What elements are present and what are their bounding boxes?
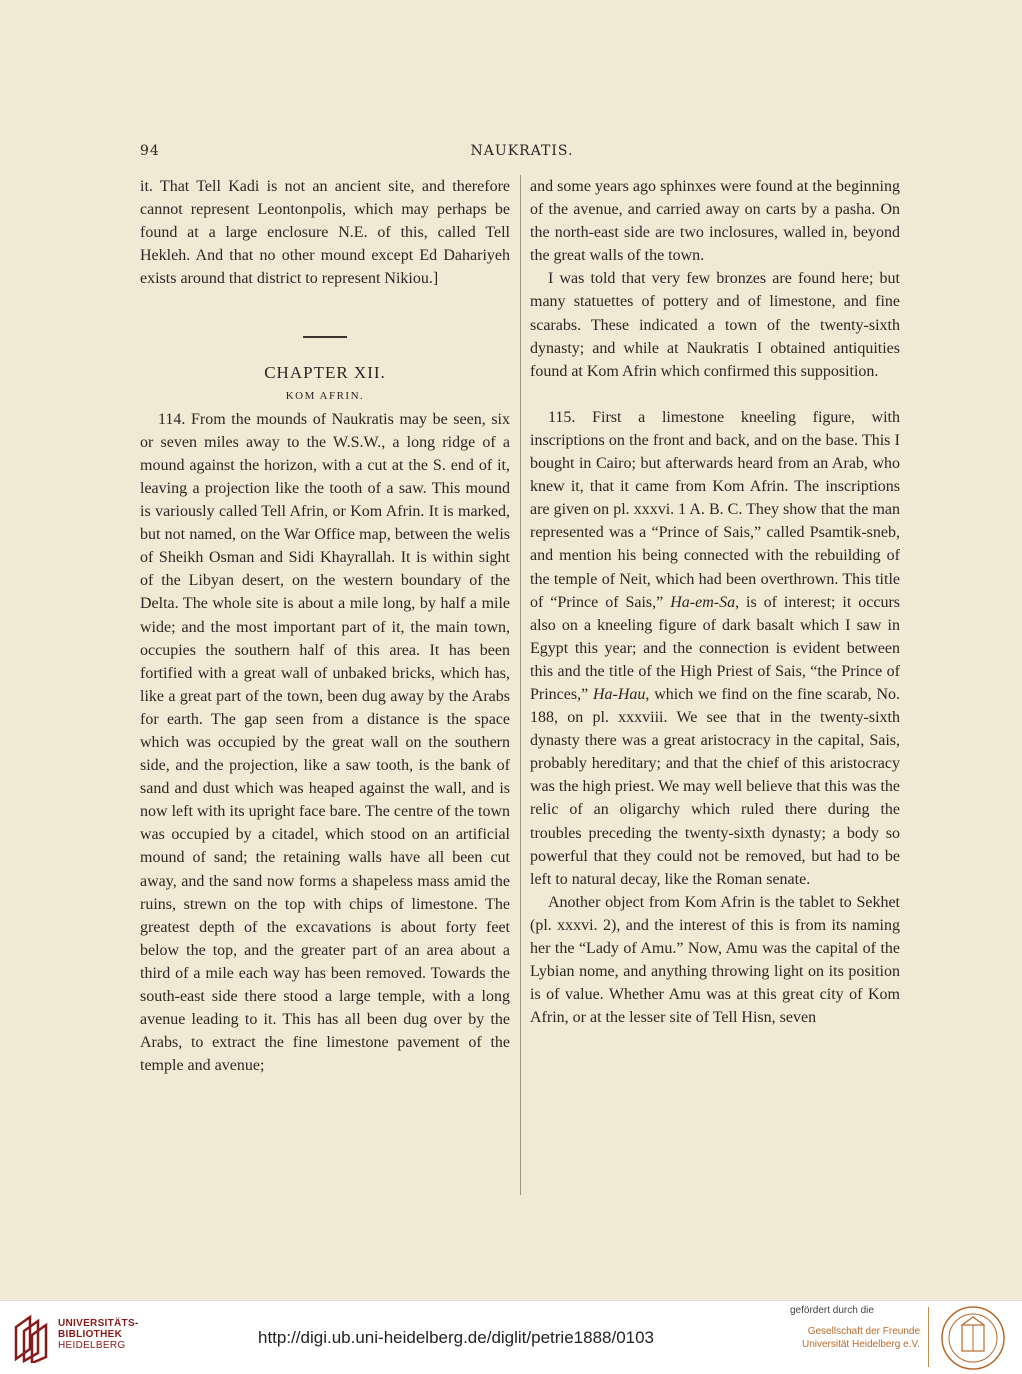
p115-text-b: , is of interest; it occurs also on a kneeling figure of dark basalt which I saw in Egypt this year; and the connection is evident between this and the title of the High Priest of Sais, “the Prince of Princes,”: [530, 593, 901, 703]
library-line2: BIBLIOTHEK: [58, 1329, 123, 1340]
society-line1: Gesellschaft der Freunde: [807, 1326, 920, 1337]
university-seal-icon: [940, 1305, 1006, 1371]
chapter-rule: [303, 336, 347, 338]
chapter-title: CHAPTER XII.: [264, 363, 386, 383]
permalink-url[interactable]: http://digi.ub.uni-heidelberg.de/diglit/petrie1888/0103: [258, 1328, 655, 1347]
page-header: [140, 143, 904, 165]
footer-separator: [928, 1307, 929, 1367]
society-name: [790, 1325, 920, 1351]
running-title: NAUKRATIS.: [470, 143, 574, 159]
digitization-footer: [0, 1300, 1022, 1374]
left-column: [140, 175, 510, 1077]
p115-italic-ha-em-sa: Ha-em-Sa: [670, 593, 736, 611]
paragraph-sekhet: Another object from Kom Afrin is the tablet to Sekhet (pl. xxxvi. 2), and the interest of this is from its naming her the “Lady of Amu.” Now, Amu was the capital of the Lybian nome, and anything throwing light on its position is of value. Whether Amu was at this great city of Kom Afrin, or at the lesser site of Tell Hisn, seven: [530, 893, 900, 1027]
paragraph-115: [530, 406, 900, 891]
funded-by-text: gefördert durch die: [790, 1305, 874, 1316]
library-line1: UNIVERSITÄTS-: [58, 1318, 139, 1329]
library-line3: HEIDELBERG: [58, 1340, 126, 1351]
paragraph-continuation-right: and some years ago sphinxes were found at the beginning of the avenue, and carried away on carts by a pasha. On the north-east side are two inclosures, walled in, beyond the great walls of the town.: [530, 178, 900, 265]
p115-text-c: , which we find on the fine scarab, No. 188, on pl. xxxviii. We see that in the twenty-sixth dynasty there was a great aristocracy in the capital, Sais, probably hereditary; and that the chief of this aristocracy was the high priest. We may well believe that this was the relic of an oligarchy which ruled there during the troubles preceding the twenty-sixth dynasty; a body so powerful that they could not be removed, but had to be left to natural decay, like the Roman senate.: [530, 685, 900, 888]
chapter-subtitle: KOM AFRIN.: [285, 389, 365, 402]
paragraph-114: 114. From the mounds of Naukratis may be seen, six or seven miles away to the W.S.W., a long ridge of a mound against the horizon, with a cut at the S. end of it, leaving a projection like the tooth of a saw. This mound is variously called Tell Afrin, or Kom Afrin. It is marked, but not named, on the War Office map, between the welis of Sheikh Osman and Sidi Khayrallah. It is within sight of the Libyan desert, on the western boundary of the Delta. The whole site is about a mile long, by half a mile wide; and the most important part of it, the main town, occupies the southern half of this area. It has been fortified with a great wall of unbaked bricks, which has, like a great part of the town, been dug away by the Arabs for earth. The gap seen from a distance is the space which was occupied by the great wall on the southern side, and the projection, like a saw tooth, is the bank of sand and dust which was heaped against the wall, and is now left with its upright face bare. The centre of the town was occupied by a citadel, which stood on an artificial mound of sand; the retaining walls have all been cut away, and the sand now forms a shapeless mass amid the ruins, strewn on the top with chips of limestone. The greatest depth of the excavations is about forty feet below the top, and the greater part of an area about a third of a mile each way has been removed. Towards the south-east side there stood a large temple, with a long avenue leading to it. This has all been dug over by the Arabs, to extract the fine limestone pavement of the temple and avenue;: [140, 410, 510, 1075]
paragraph-continuation: it. That Tell Kadi is not an ancient site, and therefore cannot represent Leontonpolis, which may perhaps be found at a large enclosure N.E. of this, called Tell Hekleh. And that no other mound except Ed Dahariyeh exists around that district to represent Nikiou.]: [140, 178, 510, 288]
paragraph-bronzes: I was told that very few bronzes are found here; but many statuettes of pottery and of limestone, and fine scarabs. These indicated a town of the twenty-sixth dynasty; and while at Naukratis I obtained antiquities found at Kom Afrin which confirmed this supposition.: [530, 270, 900, 380]
library-name: [58, 1318, 139, 1351]
page-number: 94: [140, 143, 160, 159]
p115-text-a: 115. First a limestone kneeling figure, with inscriptions on the front and back, and on the base. This I bought in Cairo; but afterwards heard from an Arab, who knew it, that it came from Kom Afrin. The inscriptions are given on pl. xxxvi. 1 A. B. C. They show that the man represented was a “Prince of Sais,” called Psamtik-sneb, and mention his being connected with the rebuilding of the temple of Neit, which had been overthrown. This title of “Prince of Sais,”: [530, 408, 900, 611]
right-column: [530, 175, 900, 1029]
p115-italic-ha-hau: Ha-Hau: [592, 685, 646, 703]
library-logo-icon: [12, 1313, 50, 1363]
column-divider: [520, 175, 521, 1195]
society-line2: Universität Heidelberg e.V.: [801, 1339, 920, 1350]
